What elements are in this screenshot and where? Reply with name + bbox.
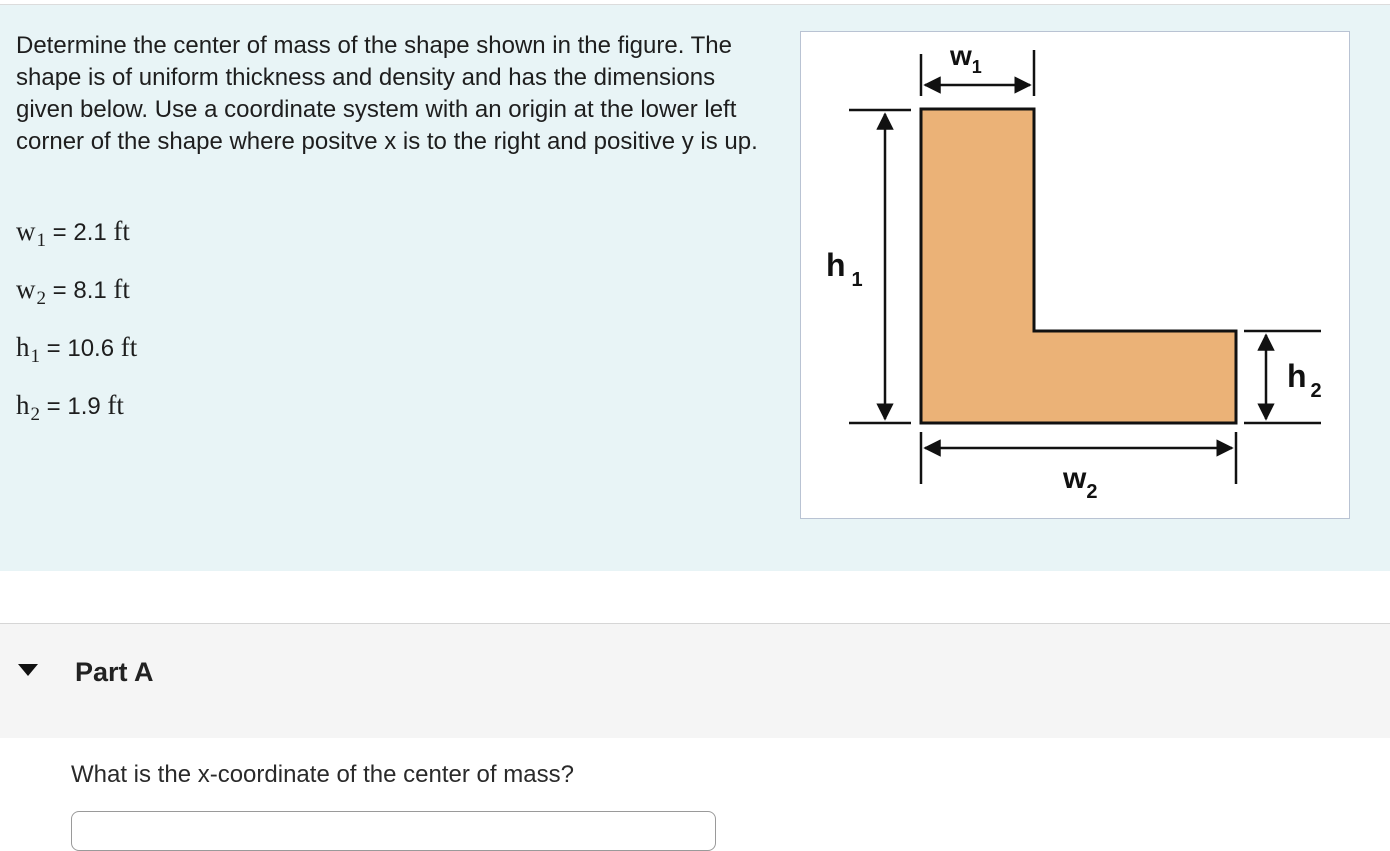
variable-subscript: 1 <box>36 230 46 251</box>
figure <box>800 31 1350 519</box>
variable-value: = 1.9 <box>40 393 101 420</box>
variable-h2 <box>16 390 124 424</box>
variable-value: = 2.1 <box>46 219 107 246</box>
w2-label: $w_2$ <box>1063 462 1098 503</box>
variable-symbol: w <box>16 274 36 304</box>
variable-value: = 10.6 <box>40 335 115 362</box>
h2-label: h $_2$ <box>1287 358 1322 402</box>
variable-unit: ft <box>120 332 138 362</box>
variable-unit: ft <box>113 274 130 304</box>
variable-subscript: 2 <box>30 404 40 425</box>
variable-symbol: w <box>16 216 36 246</box>
variable-unit: ft <box>107 390 124 420</box>
variable-h1 <box>16 332 137 366</box>
answer-input[interactable] <box>71 811 716 851</box>
problem-statement: Determine the center of mass of the shape shown in the figure. The shape is of uniform thickness and density and has the dimensions given below. Use a coordinate system with an origin at the lower left corner of the shape where positve x is to the right and positive y is up. <box>16 32 758 155</box>
variable-symbol: h <box>16 390 30 420</box>
variable-w1 <box>16 216 130 250</box>
variable-symbol: h <box>16 332 30 362</box>
variable-subscript: 1 <box>30 346 40 367</box>
part-title[interactable]: Part A <box>75 657 154 687</box>
part-a-header[interactable] <box>0 624 1390 738</box>
h1-label: h $_1$ <box>826 247 863 291</box>
variable-w2 <box>16 274 130 308</box>
h2-dimension <box>1244 331 1321 423</box>
l-shape-diagram <box>801 32 1351 520</box>
question-text: What is the x-coordinate of the center of mass? <box>71 761 574 788</box>
variable-subscript: 2 <box>36 288 46 309</box>
variable-unit: ft <box>113 216 130 246</box>
l-shape <box>921 109 1236 423</box>
collapse-triangle-icon[interactable] <box>18 664 38 676</box>
h1-dimension <box>849 110 911 423</box>
variable-value: = 8.1 <box>46 277 107 304</box>
w1-label: $w_1$ <box>950 40 982 77</box>
